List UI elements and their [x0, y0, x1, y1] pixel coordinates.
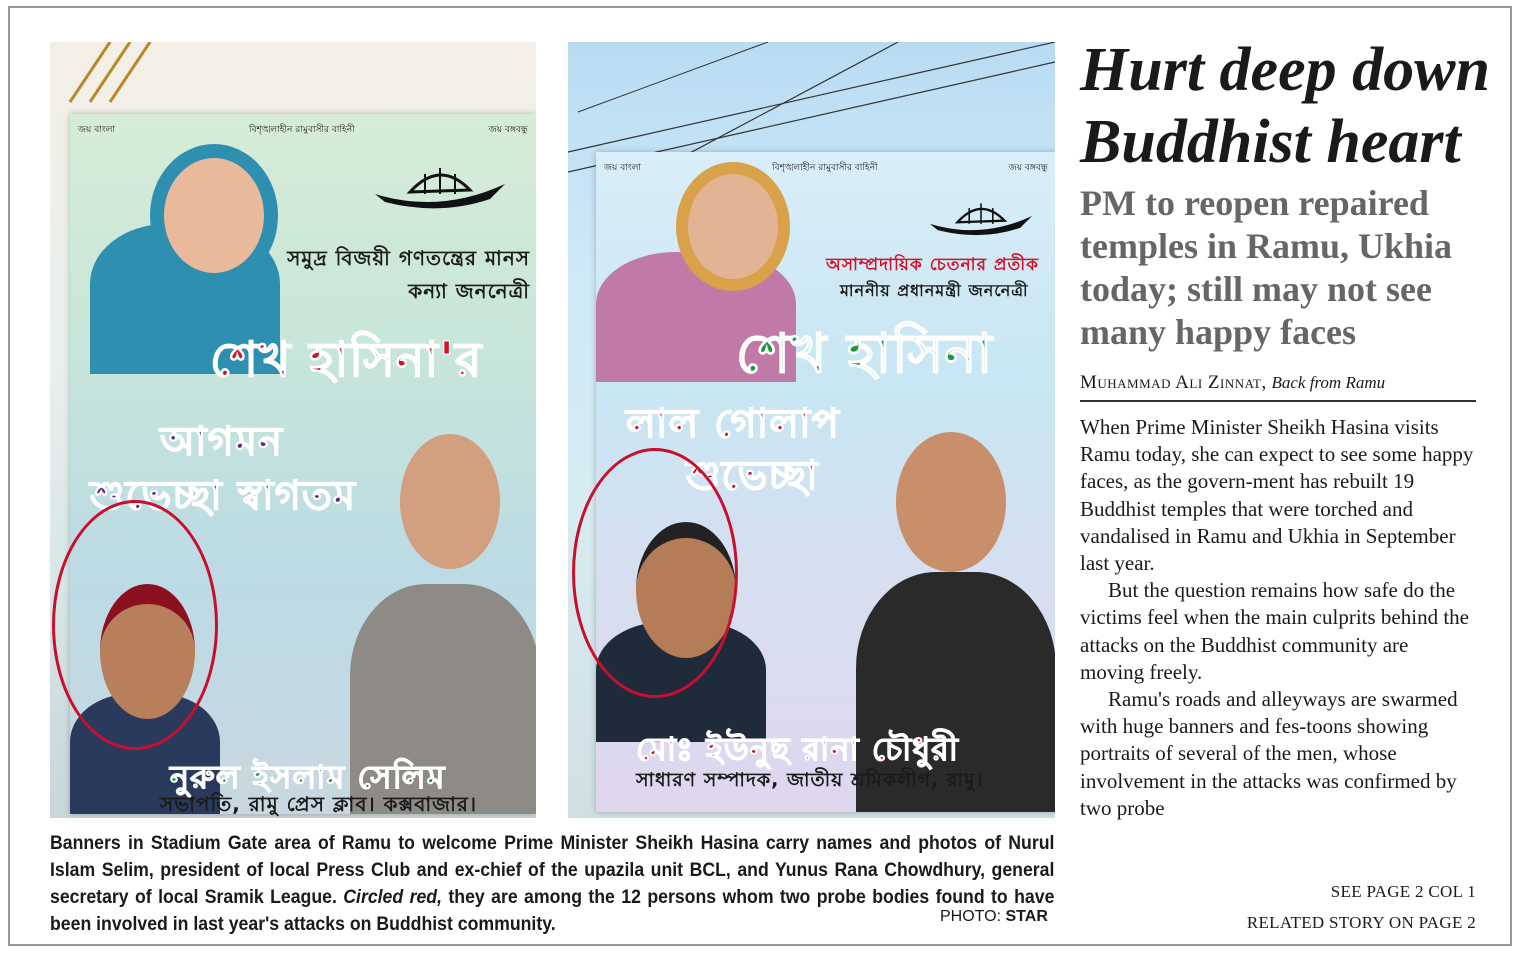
banner-greeting-1: লাল গোলাপ — [626, 401, 840, 447]
banner-topline-right: জয় বঙ্গবন্ধু — [488, 125, 528, 135]
banner-slogan: সমুদ্র বিজয়ী গণতন্ত্রের মানস কন্যা জননেত্রী — [287, 246, 530, 303]
banner-topline-right: জয় বঙ্গবন্ধু — [1008, 163, 1048, 173]
red-circle-selim — [52, 500, 218, 750]
banner-slogan-2: মাননীয় প্রধানমন্ত্রী জননেত্রী — [840, 281, 1029, 300]
byline-name: Muhammad Ali Zinnat, — [1080, 372, 1267, 393]
jump-line-continued[interactable]: SEE PAGE 2 COL 1 — [1330, 882, 1476, 901]
mp-portrait-face — [400, 434, 500, 569]
article-paragraph-3: Ramu's roads and alleyways are swarmed with huge banners and fes-toons showing portraits of several of the men, whose involvement in the attacks was confirmed by two probe — [1080, 687, 1458, 820]
banner-photo-right — [568, 42, 1055, 818]
banner-name-big: শেখ হাসিনা — [736, 322, 994, 385]
credit-source: STAR — [1005, 908, 1048, 925]
headline — [1080, 34, 1510, 178]
banner-slogan-1: অসাম্প্রদায়িক চেতনার প্রতীক — [826, 255, 1040, 275]
subheadline: PM to reopen repaired temples in Ramu, Ukhia today; still may not see many happy faces — [1080, 183, 1453, 352]
article-body — [1080, 414, 1476, 822]
article-paragraph-2: But the question remains how safe do the victims feel when the main culprits behind the attacks on the Buddhist community are moving freely. — [1080, 578, 1469, 684]
banner-name-big: শেখ হাসিনা'র — [210, 332, 483, 388]
pm-portrait-face — [676, 162, 790, 291]
pm-portrait-face — [150, 144, 278, 287]
banner-topline-center: বিশৃঙ্খলাহীন রামুবাসীর বাহিনী — [249, 125, 355, 135]
caption-text-2: they are among the 12 persons whom two probe bodies found to have been involved in last year's attacks on Buddhist community. — [50, 887, 1055, 935]
banner-welcome-1: আগমন — [160, 419, 283, 465]
mp-portrait-face — [896, 432, 1006, 572]
banner-person-name: মোঃ ইউনুছ রানা চৌধুরী — [636, 730, 959, 768]
banner-person-name: নুরুল ইসলাম সেলিম — [170, 758, 446, 796]
byline-location: Back from Ramu — [1271, 373, 1386, 392]
red-circle-rana — [572, 448, 738, 698]
article-paragraph-1: When Prime Minister Sheikh Hasina visits Ramu today, she can expect to see some happy faces, as the govern-ment has rebuilt 19 Buddhist temples that were torched and vandalised in Ramu and Ukhia in September last year. — [1080, 415, 1474, 576]
jump-line-related[interactable]: RELATED STORY ON PAGE 2 — [1246, 913, 1476, 932]
banner-topline-left: জয় বাংলা — [604, 163, 642, 173]
photo-credit — [940, 908, 1048, 926]
photo-caption — [50, 830, 1054, 938]
boat-icon — [926, 192, 1036, 240]
banner-photo-left — [50, 42, 536, 818]
boat-icon — [370, 154, 510, 214]
banner-person-title: সভাপতি, রামু প্রেস ক্লাব। কক্সবাজার। — [160, 792, 478, 816]
caption-text-1: Banners in Stadium Gate area of Ramu to welcome Prime Minister Sheikh Hasina carry names and photos of Nurul Islam Selim, president of local Press Club and ex-chief of the upazila unit BCL, and Yunus Rana Chowdhury, general secretary of local Sramik League. — [50, 833, 1055, 908]
headline-line-1: Hurt deep down — [1080, 36, 1490, 104]
banner-topline-left: জয় বাংলা — [78, 125, 116, 135]
headline-line-2: Buddhist heart — [1080, 108, 1461, 176]
byline — [1080, 372, 1476, 402]
banner-welcome-2: শুভেচ্ছা স্বাগতম — [90, 473, 357, 519]
banner-greeting-2: শুভেচ্ছা — [686, 453, 819, 499]
credit-label: PHOTO: — [940, 908, 1006, 925]
caption-emphasis: Circled red, — [343, 887, 442, 908]
banner-topline-center: বিশৃঙ্খলাহীন রামুবাসীর বাহিনী — [772, 163, 878, 173]
banner-person-title: সাধারণ সম্পাদক, জাতীয় শ্রমিকলীগ, রামু। — [636, 769, 984, 791]
